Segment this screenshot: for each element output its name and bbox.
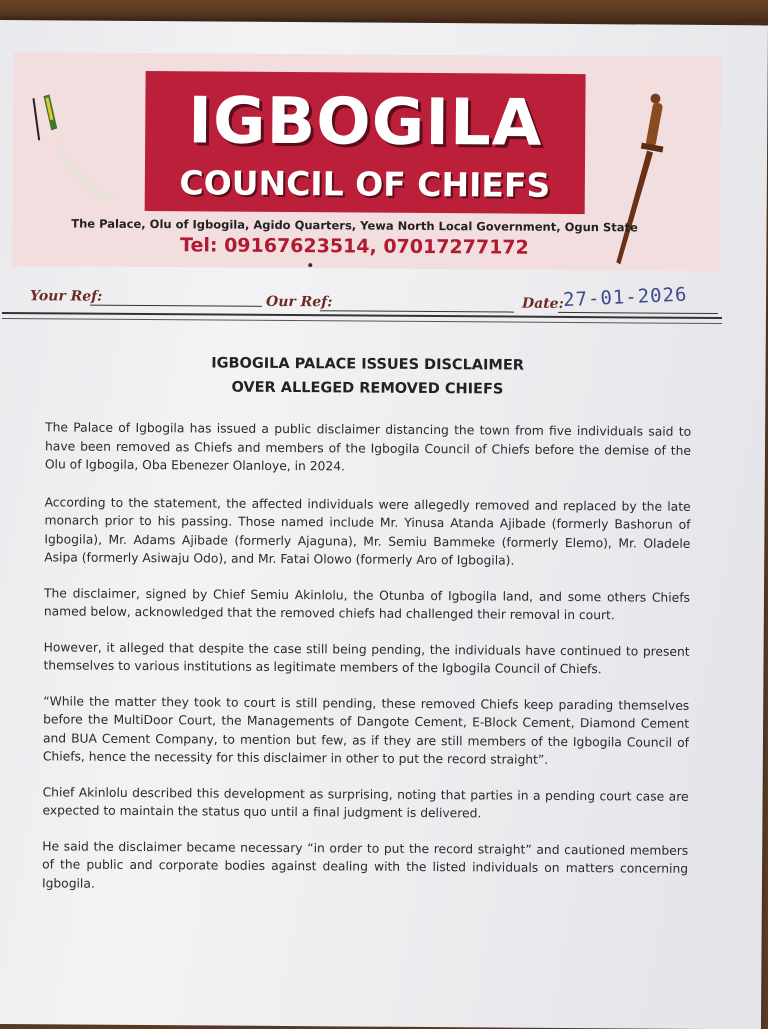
paragraph: Chief Akinlolu described this development as surprising, noting that parties in a pending court case are expected to maintain the status quo until a final judgment is delivered. (42, 784, 689, 821)
our-ref-label: Our Ref: (265, 293, 333, 311)
paragraph: The Palace of Igbogila has issued a public disclaimer distancing the town from five individuals said to have been removed as Chiefs and members of the Igbogila Council of Chiefs before the demise of the Olu of Igbogila, Oba Ebenezer Olanloye, in 2024. (44, 420, 692, 474)
letter-body (42, 418, 691, 913)
paragraph: “While the matter they took to court is still pending, these removed Chiefs keep parading themselves before the MultiDoor Court, the Managements of Dangote Cement, E-Block Cement, Diamond Cement and BUA Cement Company, to mention but few, as if they are still members of the Igbogila Council of Chiefs, hence the necessity for this disclaimer in other to put the record straight”. (42, 693, 690, 767)
org-subtitle: COUNCIL OF CHIEFS (179, 163, 551, 205)
header-rule-thin (2, 318, 722, 324)
ceremonial-staff-icon (23, 90, 134, 211)
your-ref-line (90, 305, 262, 307)
headline-line-2: OVER ALLEGED REMOVED CHIEFS (231, 379, 504, 398)
date-label: Date: (521, 295, 564, 312)
bullet-dot (308, 263, 312, 267)
headline (137, 351, 597, 402)
paragraph: However, it alleged that despite the case still being pending, the individuals have continued to present themselves to various institutions as legitimate members of the Igbogila Council of Chiefs. (43, 639, 690, 677)
paragraph: The disclaimer, signed by Chief Semiu Akinlolu, the Otunba of Igbogila land, and some others Chiefs named below, acknowledged that the removed chiefs had challenged their removal in court. (43, 585, 691, 623)
letter-page (0, 20, 768, 1029)
org-title: IGBOGILA (187, 84, 543, 161)
paragraph: He said the disclaimer became necessary “in order to put the record straight” and cautioned members of the public and corporate bodies against dealing with the listed individuals on matters concerning Igbogila. (41, 838, 689, 891)
address-line: The Palace, Olu of Igbogila, Agido Quarters, Yewa North Local Government, Ogun State (71, 216, 638, 235)
date-handwritten: 27-01-2026 (562, 283, 688, 312)
headline-line-1: IGBOGILA PALACE ISSUES DISCLAIMER (211, 355, 525, 374)
date-line (558, 312, 718, 314)
phone-numbers: 09167623514, 07017277172 (224, 234, 529, 259)
your-ref-label: Your Ref: (30, 288, 103, 305)
phone-label: Tel: (179, 234, 218, 257)
our-ref-line (320, 310, 514, 312)
paragraph: According to the statement, the affected individuals were allegedly removed and replaced by the late monarch prior to his passing. Those named include Mr. Yinusa Atanda Ajibade (formerly Bashorun of Igbogila), Mr. Adams Ajibade (formerly Ajaguna), Mr. Semiu Bammeke (formerly Elemo), Mr. Oladele Asipa (formerly Asiwaju Odo), and Mr. Fatai Olowo (formerly Aro of Igbogila). (44, 494, 691, 568)
phone-line (58, 233, 650, 259)
